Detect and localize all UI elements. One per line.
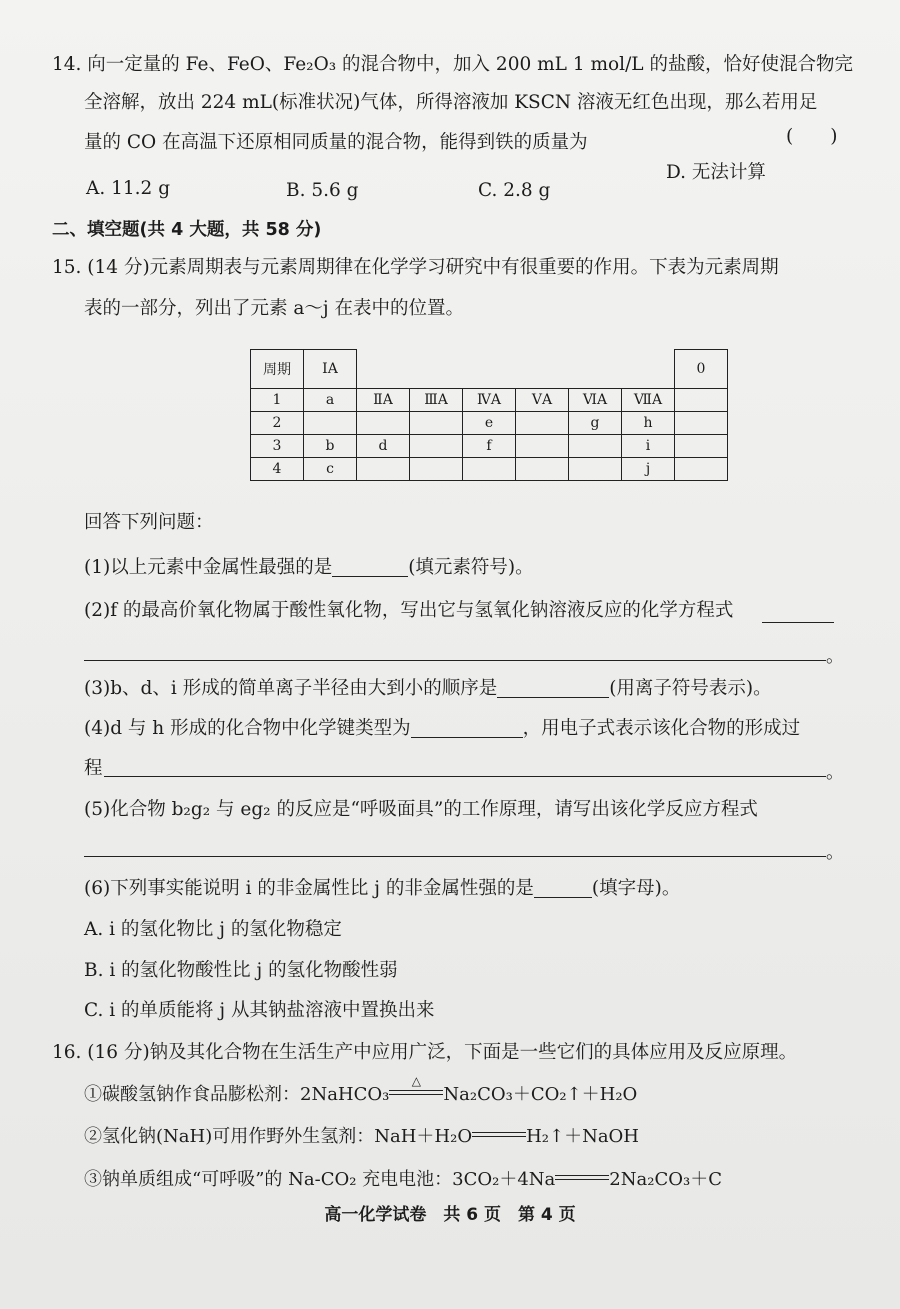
q15-sub6 (84, 876, 680, 902)
q16-equation-1 (84, 1074, 638, 1108)
table-header-iva: ⅣA (463, 389, 516, 412)
table-cell-j: j (622, 458, 675, 481)
table-cell-empty (675, 435, 728, 458)
q16-line1: 16. (16 分)钠及其化合物在生活生产中应用广泛，下面是一些它们的具体应用及反应原理。 (52, 1042, 798, 1063)
table-period-3: 3 (251, 435, 304, 458)
equals-sign (555, 1175, 609, 1180)
q15-sub1-hint: (填元素符号)。 (408, 557, 534, 578)
q15-sub4-c: 程 (84, 758, 103, 779)
q14-line2: 全溶解，放出 224 mL(标准状况)气体，所得溶液加 KSCN 溶液无红色出现，那么若用足 (84, 92, 818, 113)
table-cell-empty (569, 435, 622, 458)
table-header-va: ⅤA (516, 389, 569, 412)
table-cell-g: g (569, 412, 622, 435)
table-cell-empty (516, 458, 569, 481)
table-header-0: 0 (675, 350, 728, 389)
q15-sub6-hint: (填字母)。 (591, 878, 681, 899)
table-period-4: 4 (251, 458, 304, 481)
table-header-iiia: ⅢA (410, 389, 463, 412)
q14-line3: 量的 CO 在高温下还原相同质量的混合物，能得到铁的质量为 (84, 132, 588, 153)
q15-sub6-option-a: A. i 的氢化物比 j 的氢化物稳定 (84, 919, 342, 940)
table-cell-empty (304, 412, 357, 435)
q14-option-a: A. 11.2 g (86, 178, 171, 199)
q15-sub6-option-c: C. i 的单质能将 j 从其钠盐溶液中置换出来 (84, 1000, 435, 1021)
answer-line[interactable] (84, 856, 826, 857)
table-cell-empty (410, 458, 463, 481)
answer-line[interactable] (762, 622, 834, 623)
heat-symbol: △ (411, 1074, 421, 1088)
table-cell-f: f (463, 435, 516, 458)
q15-sub6-option-b: B. i 的氢化物酸性比 j 的氢化物酸性弱 (84, 960, 398, 981)
section-title: 二、填空题(共 4 大题，共 58 分) (52, 220, 322, 240)
equation-left: ①碳酸氢钠作食品膨松剂：2NaHCO₃ (84, 1084, 390, 1105)
table-cell-empty (516, 435, 569, 458)
q14-option-d: D. 无法计算 (666, 162, 766, 183)
table-cell-empty (516, 412, 569, 435)
q15-sub6-text: (6)下列事实能说明 i 的非金属性比 j 的非金属性强的是 (84, 878, 534, 899)
q15-line1: 15. (14 分)元素周期表与元素周期律在化学学习研究中有很重要的作用。下表为元素周期 (52, 257, 779, 278)
line-end-period: 。 (826, 646, 844, 667)
table-period-1: 1 (251, 389, 304, 412)
q14-line1: 14. 向一定量的 Fe、FeO、Fe₂O₃ 的混合物中，加入 200 mL 1 mol/L 的盐酸，恰好使混合物完 (52, 54, 853, 75)
table-cell-empty (569, 458, 622, 481)
q15-sub4-text: (4)d 与 h 形成的化合物中化学键类型为 (84, 718, 411, 739)
table-cell-empty (675, 389, 728, 412)
q15-sub1 (84, 555, 534, 581)
table-cell-c: c (304, 458, 357, 481)
q15-sub4-text-b: ，用电子式表示该化合物的形成过 (522, 718, 801, 739)
q15-prompt: 回答下列问题： (84, 512, 214, 533)
table-cell-d: d (357, 435, 410, 458)
q15-sub5: (5)化合物 b₂g₂ 与 eg₂ 的反应是“呼吸面具”的工作原理，请写出该化学反应方程式 (84, 799, 758, 820)
periodic-table (250, 349, 728, 481)
q16-equation-3 (84, 1167, 722, 1193)
table-cell-empty (357, 412, 410, 435)
q15-sub1-text: (1)以上元素中金属性最强的是 (84, 557, 333, 578)
table-cell-i: i (622, 435, 675, 458)
q15-sub4 (84, 716, 800, 742)
equation-left: ②氢化钠(NaH)可用作野外生氢剂：NaH＋H₂O (84, 1126, 473, 1147)
equals-sign (472, 1132, 526, 1137)
table-header-ia: IA (304, 350, 357, 389)
table-header-iia: ⅡA (357, 389, 410, 412)
q14-answer-bracket: ( ) (786, 126, 838, 147)
q15-sub3-hint: (用离子符号表示)。 (609, 678, 772, 699)
table-header-via: ⅥA (569, 389, 622, 412)
table-cell-empty (410, 412, 463, 435)
table-cell-h: h (622, 412, 675, 435)
q15-line2: 表的一部分，列出了元素 a～j 在表中的位置。 (84, 298, 465, 319)
q16-equation-2 (84, 1124, 639, 1150)
answer-blank[interactable] (534, 877, 592, 898)
answer-blank[interactable] (497, 677, 609, 698)
answer-blank[interactable] (411, 717, 523, 738)
reaction-condition (389, 1074, 443, 1108)
answer-line[interactable] (104, 776, 826, 777)
table-cell-empty (410, 435, 463, 458)
q14-option-c: C. 2.8 g (478, 180, 551, 201)
table-cell-e: e (463, 412, 516, 435)
q15-sub3-text: (3)b、d、i 形成的简单离子半径由大到小的顺序是 (84, 678, 498, 699)
q14-option-b: B. 5.6 g (286, 180, 359, 201)
table-header-viia: ⅦA (622, 389, 675, 412)
line-end-period: 。 (826, 762, 844, 783)
equation-right: 2Na₂CO₃＋C (609, 1169, 722, 1190)
table-cell-empty (675, 412, 728, 435)
answer-line[interactable] (84, 660, 826, 661)
equation-right: Na₂CO₃＋CO₂↑＋H₂O (443, 1084, 638, 1105)
table-cell-empty (675, 458, 728, 481)
page-footer: 高一化学试卷 共 6 页 第 4 页 (324, 1205, 576, 1225)
table-header-period: 周期 (251, 350, 304, 389)
line-end-period: 。 (826, 842, 844, 863)
table-period-2: 2 (251, 412, 304, 435)
answer-blank[interactable] (332, 556, 408, 577)
q15-sub3 (84, 676, 772, 702)
table-cell-a: a (304, 389, 357, 412)
table-cell-empty (357, 458, 410, 481)
table-cell-b: b (304, 435, 357, 458)
equation-left: ③钠单质组成“可呼吸”的 Na-CO₂ 充电电池：3CO₂＋4Na (84, 1169, 556, 1190)
equation-right: H₂↑＋NaOH (526, 1126, 640, 1147)
table-cell-empty (463, 458, 516, 481)
q15-sub2: (2)f 的最高价氧化物属于酸性氧化物，写出它与氢氧化钠溶液反应的化学方程式 (84, 600, 734, 621)
